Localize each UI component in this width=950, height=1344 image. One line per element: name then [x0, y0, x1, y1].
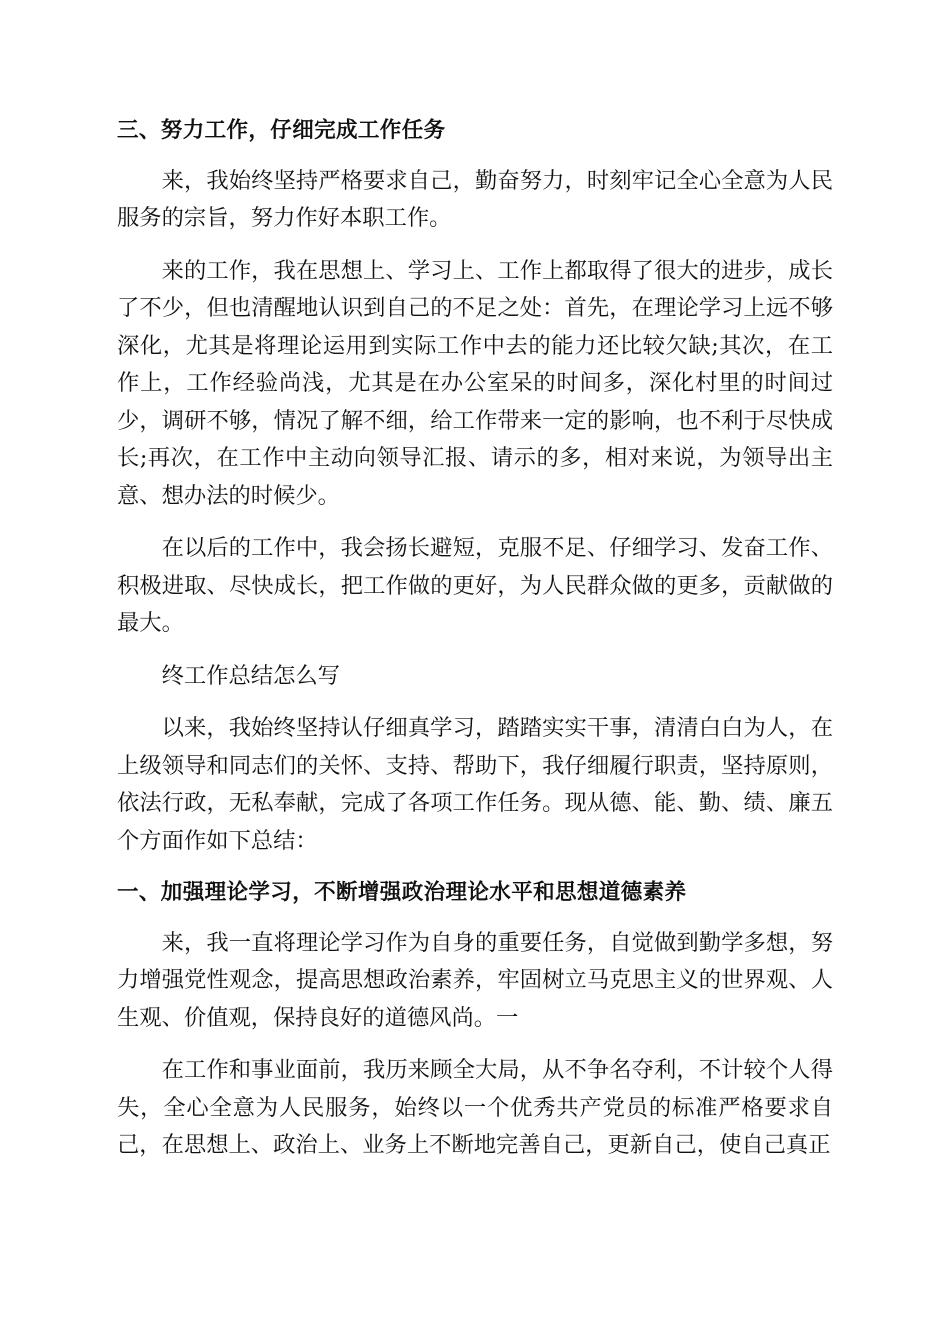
- paragraph-2: 来的工作，我在思想上、学习上、工作上都取得了很大的进步，成长了不少，但也清醒地认识到自己的不足之处：首先，在理论学习上远不够深化，尤其是将理论运用到实际工作中去的能力还比较欠缺;其次，在工作上，工作经验尚浅，尤其是在办公室呆的时间多，深化村里的时间过少，调研不够，情况了解不细，给工作带来一定的影响，也不利于尽快成长;再次，在工作中主动向领导汇报、请示的多，相对来说，为领导出主意、想办法的时候少。: [117, 257, 833, 509]
- paragraph-1: 来，我始终坚持严格要求自己，勤奋努力，时刻牢记全心全意为人民服务的宗旨，努力作好本职工作。: [117, 167, 833, 231]
- paragraph-6: 来，我一直将理论学习作为自身的重要任务，自觉做到勤学多想，努力增强党性观念，提高思想政治素养，牢固树立马克思主义的世界观、人生观、价值观，保持良好的道德风尚。一: [117, 929, 833, 1031]
- section-heading-1: 一、加强理论学习，不断增强政治理论水平和思想道德素养: [117, 880, 687, 905]
- paragraph-4: 终工作总结怎么写: [161, 662, 340, 689]
- section-heading-3: 三、努力工作，仔细完成工作任务: [117, 118, 446, 143]
- document-page: [117, 112, 833, 1165]
- paragraph-3: 在以后的工作中，我会扬长避短，克服不足、仔细学习、发奋工作、积极进取、尽快成长，把工作做的更好，为人民群众做的更多，贡献做的最大。: [117, 535, 833, 636]
- paragraph-7: 在工作和事业面前，我历来顾全大局，从不争名夺利，不计较个人得失，全心全意为人民服务，始终以一个优秀共产党员的标准严格要求自己，在思想上、政治上、业务上不断地完善自己，更新自己，使自己真正: [117, 1057, 833, 1158]
- paragraph-5: 以来，我始终坚持认仔细真学习，踏踏实实干事，清清白白为人，在上级领导和同志们的关怀、支持、帮助下，我仔细履行职责，坚持原则，依法行政，无私奉献，完成了各项工作任务。现从德、能、勤、绩、廉五个方面作如下总结：: [117, 715, 833, 854]
